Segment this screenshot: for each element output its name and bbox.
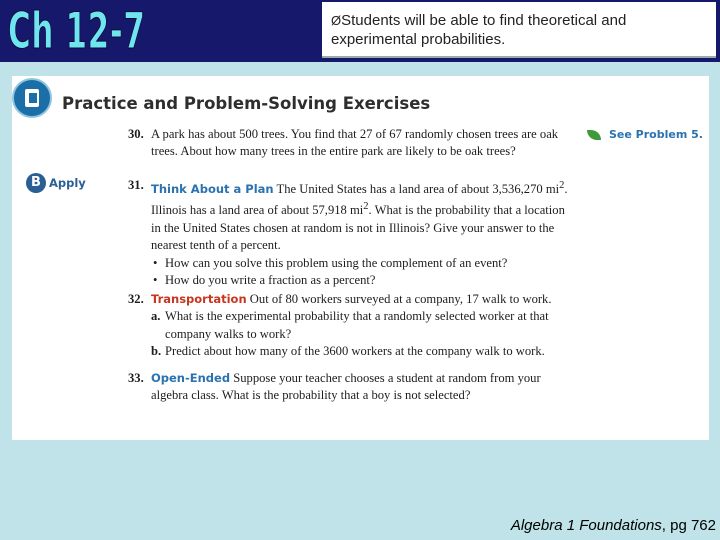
exercise-number: 32.	[128, 292, 144, 306]
exercise-31: 31. Think About a Plan The United States has a land area of about 3,536,270 $mi^2$. Illinois has a land area of about 57,918 $mi^2$. What is the probability that a location in the United States chosen at random is not in Illinois? Give your answer to the nearest tenth of a percent. • How can you solve this problem using the complement of an event? • How do you write a fraction as a percent?	[128, 177, 568, 289]
subpart-b: b. Predict about how many of the 3600 workers at the company walk to work.	[151, 343, 545, 358]
slide-title: Ch 12-7	[8, 2, 146, 60]
online-homework-icon	[12, 78, 52, 118]
subpart-a: a. What is the experimental probability that a randomly selected worker at that company walks to work?	[151, 309, 549, 341]
section-title: Practice and Problem-Solving Exercises	[62, 94, 431, 113]
source-citation	[472, 517, 716, 534]
exercise-text: A park has about 500 trees. You find that 27 of 67 randomly chosen trees are oak trees. About how many trees in the entire park are likely to be oak trees?	[151, 127, 559, 159]
book-title: Algebra 1 Foundations	[510, 517, 662, 534]
exercise-heading: Think About a Plan	[151, 182, 274, 197]
exercise-number: 33.	[128, 371, 144, 385]
exercise-heading: Transportation	[151, 292, 247, 306]
exercise-number: 31.	[128, 178, 144, 192]
slide-header	[0, 0, 720, 62]
level-badge: B	[26, 173, 46, 193]
leaf-icon	[587, 130, 601, 140]
objective-text: Students will be able to find theoretical and experimental probabilities.	[331, 12, 627, 48]
exercise-30	[128, 126, 568, 161]
textbook-excerpt	[12, 76, 709, 440]
exercise-heading: Open-Ended	[151, 371, 231, 385]
hint-bullet: • How do you write a fraction as a percent?	[151, 272, 568, 289]
level-label: Apply	[49, 176, 86, 190]
objective-box	[322, 2, 716, 58]
hint-bullet: • How can you solve this problem using the complement of an event?	[151, 255, 568, 272]
bullet-arrow-icon: Ø	[331, 13, 342, 28]
page-number: , pg 762	[661, 517, 716, 534]
exercise-number: 30.	[128, 127, 144, 141]
exercise-33: 33. Open-Ended Suppose your teacher chooses a student at random from your algebra class. What is the probability that a boy is not selected?	[128, 371, 541, 403]
exercise-32: 32. Transportation Out of 80 workers surveyed at a company, 17 walk to work. a. What is the experimental probability that a randomly selected worker at that company walks to work? b. Predict about how many of the 3600 workers at the company walk to work.	[128, 291, 568, 360]
see-problem-reference: See Problem 5.	[587, 128, 703, 141]
level-apply	[26, 173, 86, 193]
